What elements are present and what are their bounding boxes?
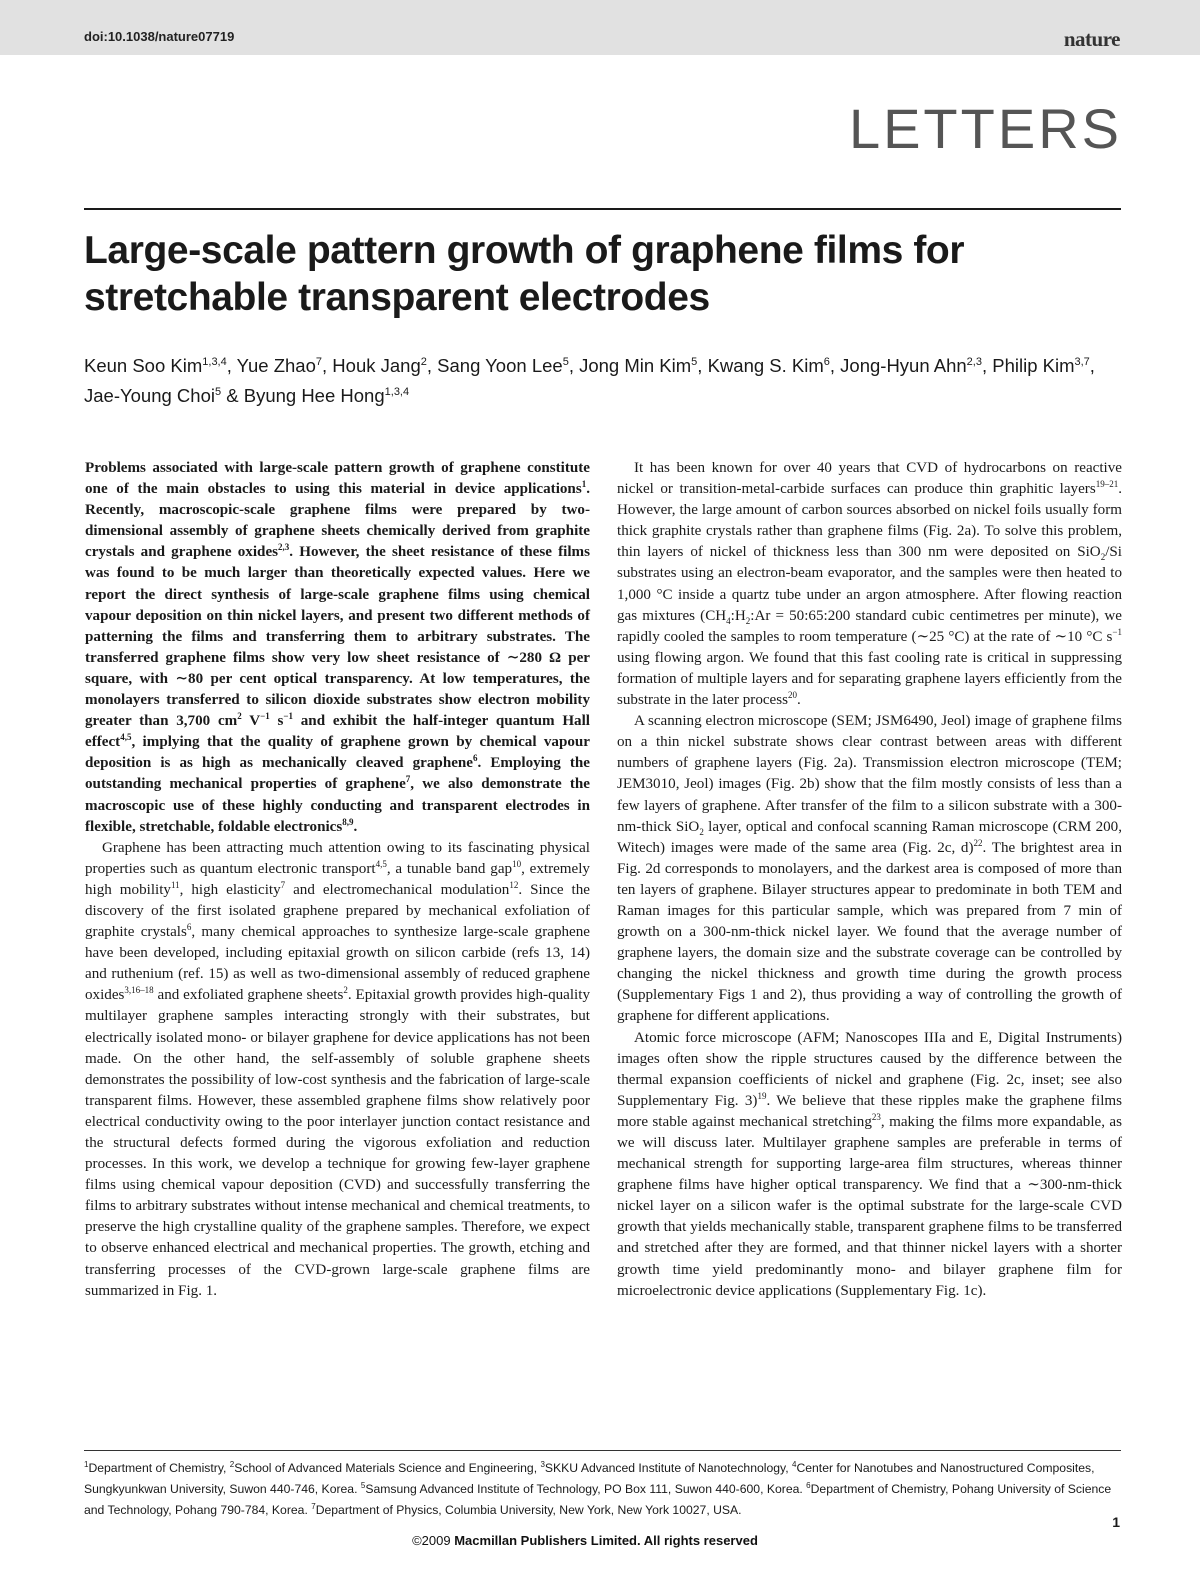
- affiliations-footnote: $^1$Department of Chemistry, $^2$School of Advanced Materials Science and Engineering, $^3$SKKU Advanced Institute of Nanotechnology, $^4$Center for Nanotubes and Nanostructured Composites, Sungkyunkwan University, Suwon 440-746, Korea. $^5$Samsung Advanced Institute of Technology, PO Box 111, Suwon 440-600, Korea. $^6$Department of Chemistry, Pohang University of Science and Technology, Pohang 790-784, Korea. $^7$Department of Physics, Columbia University, New York, New York 10027, USA.: [84, 1460, 1112, 1518]
- page-number: 1: [1112, 1514, 1120, 1530]
- footnote-divider: [84, 1450, 1121, 1451]
- left-column: [85, 458, 590, 1302]
- body-paragraph: Atomic force microscope (AFM; Nanoscopes IIIa and E, Digital Instruments) images often show the ripple structures caused by the difference between the thermal expansion coefficients of nickel and graphene (Fig. 2c, inset; see also Supplementary Fig. 3)$^{19}$. We believe that these ripples make the graphene films more stable against mechanical stretching$^{23}$, making the films more expandable, as we will discuss later. Multilayer graphene samples are preferable in terms of mechanical strength for supporting large-area film structures, whereas thinner graphene films have higher optical transparency. We find that a ∼300-nm-thick nickel layer on a silicon wafer is the optimal substrate for the large-scale CVD growth that yields mechanically stable, transparent graphene films to be transferred and stretched after they are formed, and that thinner nickel layers with a shorter growth time yield predominantly mono- and bilayer graphene film for microelectronic device applications (Supplementary Fig. 1c).: [617, 1029, 1122, 1299]
- doi-text[interactable]: doi:10.1038/nature07719: [84, 29, 235, 44]
- copyright-year: ©2009: [412, 1533, 451, 1548]
- body-paragraph: A scanning electron microscope (SEM; JSM6490, Jeol) image of graphene films on a thin nickel substrate shows clear contrast between areas with different numbers of graphene layers (Fig. 2a). Transmission electron microscope (TEM; JEM3010, Jeol) images (Fig. 2b) show that the film mostly consists of less than a few layers of graphene. After transfer of the film to a silicon substrate with a 300-nm-thick SiO$_2$ layer, optical and confocal scanning Raman microscope (CRM 200, Witech) images were made of the same area (Fig. 2c, d)$^{22}$. The brightest area in Fig. 2d corresponds to monolayers, and the darkest area is composed of more than ten layers of graphene. Bilayer structures appear to predominate in both TEM and Raman images for this particular sample, which was prepared from 7 min of growth on a 300-nm-thick nickel layer. We found that the average number of graphene layers, the domain size and the substrate coverage can be controlled by changing the nickel thickness and growth time during the growth process (Supplementary Figs 1 and 2), thus providing a way of controlling the growth of graphene for different applications.: [617, 713, 1122, 1025]
- copyright-line: [0, 1533, 1170, 1548]
- body-paragraph: It has been known for over 40 years that CVD of hydrocarbons on reactive nickel or transition-metal-carbide surfaces can produce thin graphitic layers$^{19-21}$. However, the large amount of carbon sources absorbed on nickel foils usually form thick graphite crystals rather than graphene films (Fig. 2a). To solve this problem, thin layers of nickel of thickness less than 300 nm were deposited on SiO$_2$/Si substrates using an electron-beam evaporator, and the samples were then heated to 1,000 °C inside a quartz tube under an argon atmosphere. After flowing reaction gas mixtures ($CH_4:H_2:Ar$ = 50:65:200 standard cubic centimetres per minute), we rapidly cooled the samples to room temperature (∼25 °C) at the rate of ∼10 °C $s^{-1}$ using flowing argon. We found that this fast cooling rate is critical in suppressing formation of multiple layers and for separating graphene layers efficiently from the substrate in the later process$^{20}$.: [617, 460, 1123, 709]
- section-label: LETTERS: [848, 97, 1122, 160]
- author-list: Keun Soo Kim$^{1,3,4}$, Yue Zhao$^7$, Houk Jang$^2$, Sang Yoon Lee$^5$, Jong Min Kim$^5$, Kwang S. Kim$^6$, Jong-Hyun Ahn$^{2,3}$, Philip Kim$^{3,7}$, Jae-Young Choi$^5$ & Byung Hee Hong$^{1,3,4}$: [84, 355, 1095, 407]
- header-bar: [0, 0, 1200, 55]
- article-title: Large-scale pattern growth of graphene films for stretchable transparent electrodes: [84, 229, 965, 319]
- journal-name: nature: [1063, 27, 1120, 51]
- right-column: [617, 458, 1122, 1302]
- title-divider: [84, 208, 1121, 210]
- body-paragraph: Graphene has been attracting much attention owing to its fascinating physical properties such as quantum electronic transport$^{4,5}$, a tunable band gap$^{10}$, extremely high mobility$^{11}$, high elasticity$^7$ and electromechanical modulation$^{12}$. Since the discovery of the first isolated graphene prepared by mechanical exfoliation of graphite crystals$^6$, many chemical approaches to synthesize large-scale graphene have been developed, including epitaxial growth on silicon carbide (refs 13, 14) and ruthenium (ref. 15) as well as two-dimensional assembly of reduced graphene oxides$^{3,16-18}$ and exfoliated graphene sheets$^2$. Epitaxial growth provides high-quality multilayer graphene samples interacting strongly with their substrates, but electrically isolated mono- or bilayer graphene for device applications has not been made. On the other hand, the self-assembly of soluble graphene sheets demonstrates the possibility of low-cost synthesis and the fabrication of large-scale transparent films. However, these assembled graphene films show relatively poor electrical conductivity owing to the poor interlayer junction contact resistance and the structural defects formed during the vigorous exfoliation and reduction processes. In this work, we develop a technique for growing few-layer graphene films using chemical vapour deposition (CVD) and successfully transferring the films to arbitrary substrates without intense mechanical and chemical treatments, to preserve the high crystalline quality of the graphene samples. Therefore, we expect to observe enhanced electrical and mechanical properties. The growth, etching and transferring processes of the CVD-grown large-scale graphene films are summarized in Fig. 1.: [85, 839, 591, 1299]
- copyright-text: Macmillan Publishers Limited. All rights reserved: [454, 1533, 758, 1548]
- abstract-paragraph: Problems associated with large-scale pattern growth of graphene constitute one of the main obstacles to using this material in device applications$^1$. Recently, macroscopic-scale graphene films were prepared by two-dimensional assembly of graphene sheets chemically derived from graphite crystals and graphene oxides$^{2,3}$. However, the sheet resistance of these films was found to be much larger than theoretically expected values. Here we report the direct synthesis of large-scale graphene films using chemical vapour deposition on thin nickel layers, and present two different methods of patterning the films and transferring them to arbitrary substrates. The transferred graphene films show very low sheet resistance of ∼280 Ω per square, with ∼80 per cent optical transparency. At low temperatures, the monolayers transferred to silicon dioxide substrates show electron mobility greater than 3,700 $cm^2$ $V^{-1}$ $s^{-1}$ and exhibit the half-integer quantum Hall effect$^{4,5}$, implying that the quality of graphene grown by chemical vapour deposition is as high as mechanically cleaved graphene$^6$. Employing the outstanding mechanical properties of graphene$^7$, we also demonstrate the macroscopic use of these highly conducting and transparent electrodes in flexible, stretchable, foldable electronics$^{8,9}$.: [85, 460, 591, 835]
